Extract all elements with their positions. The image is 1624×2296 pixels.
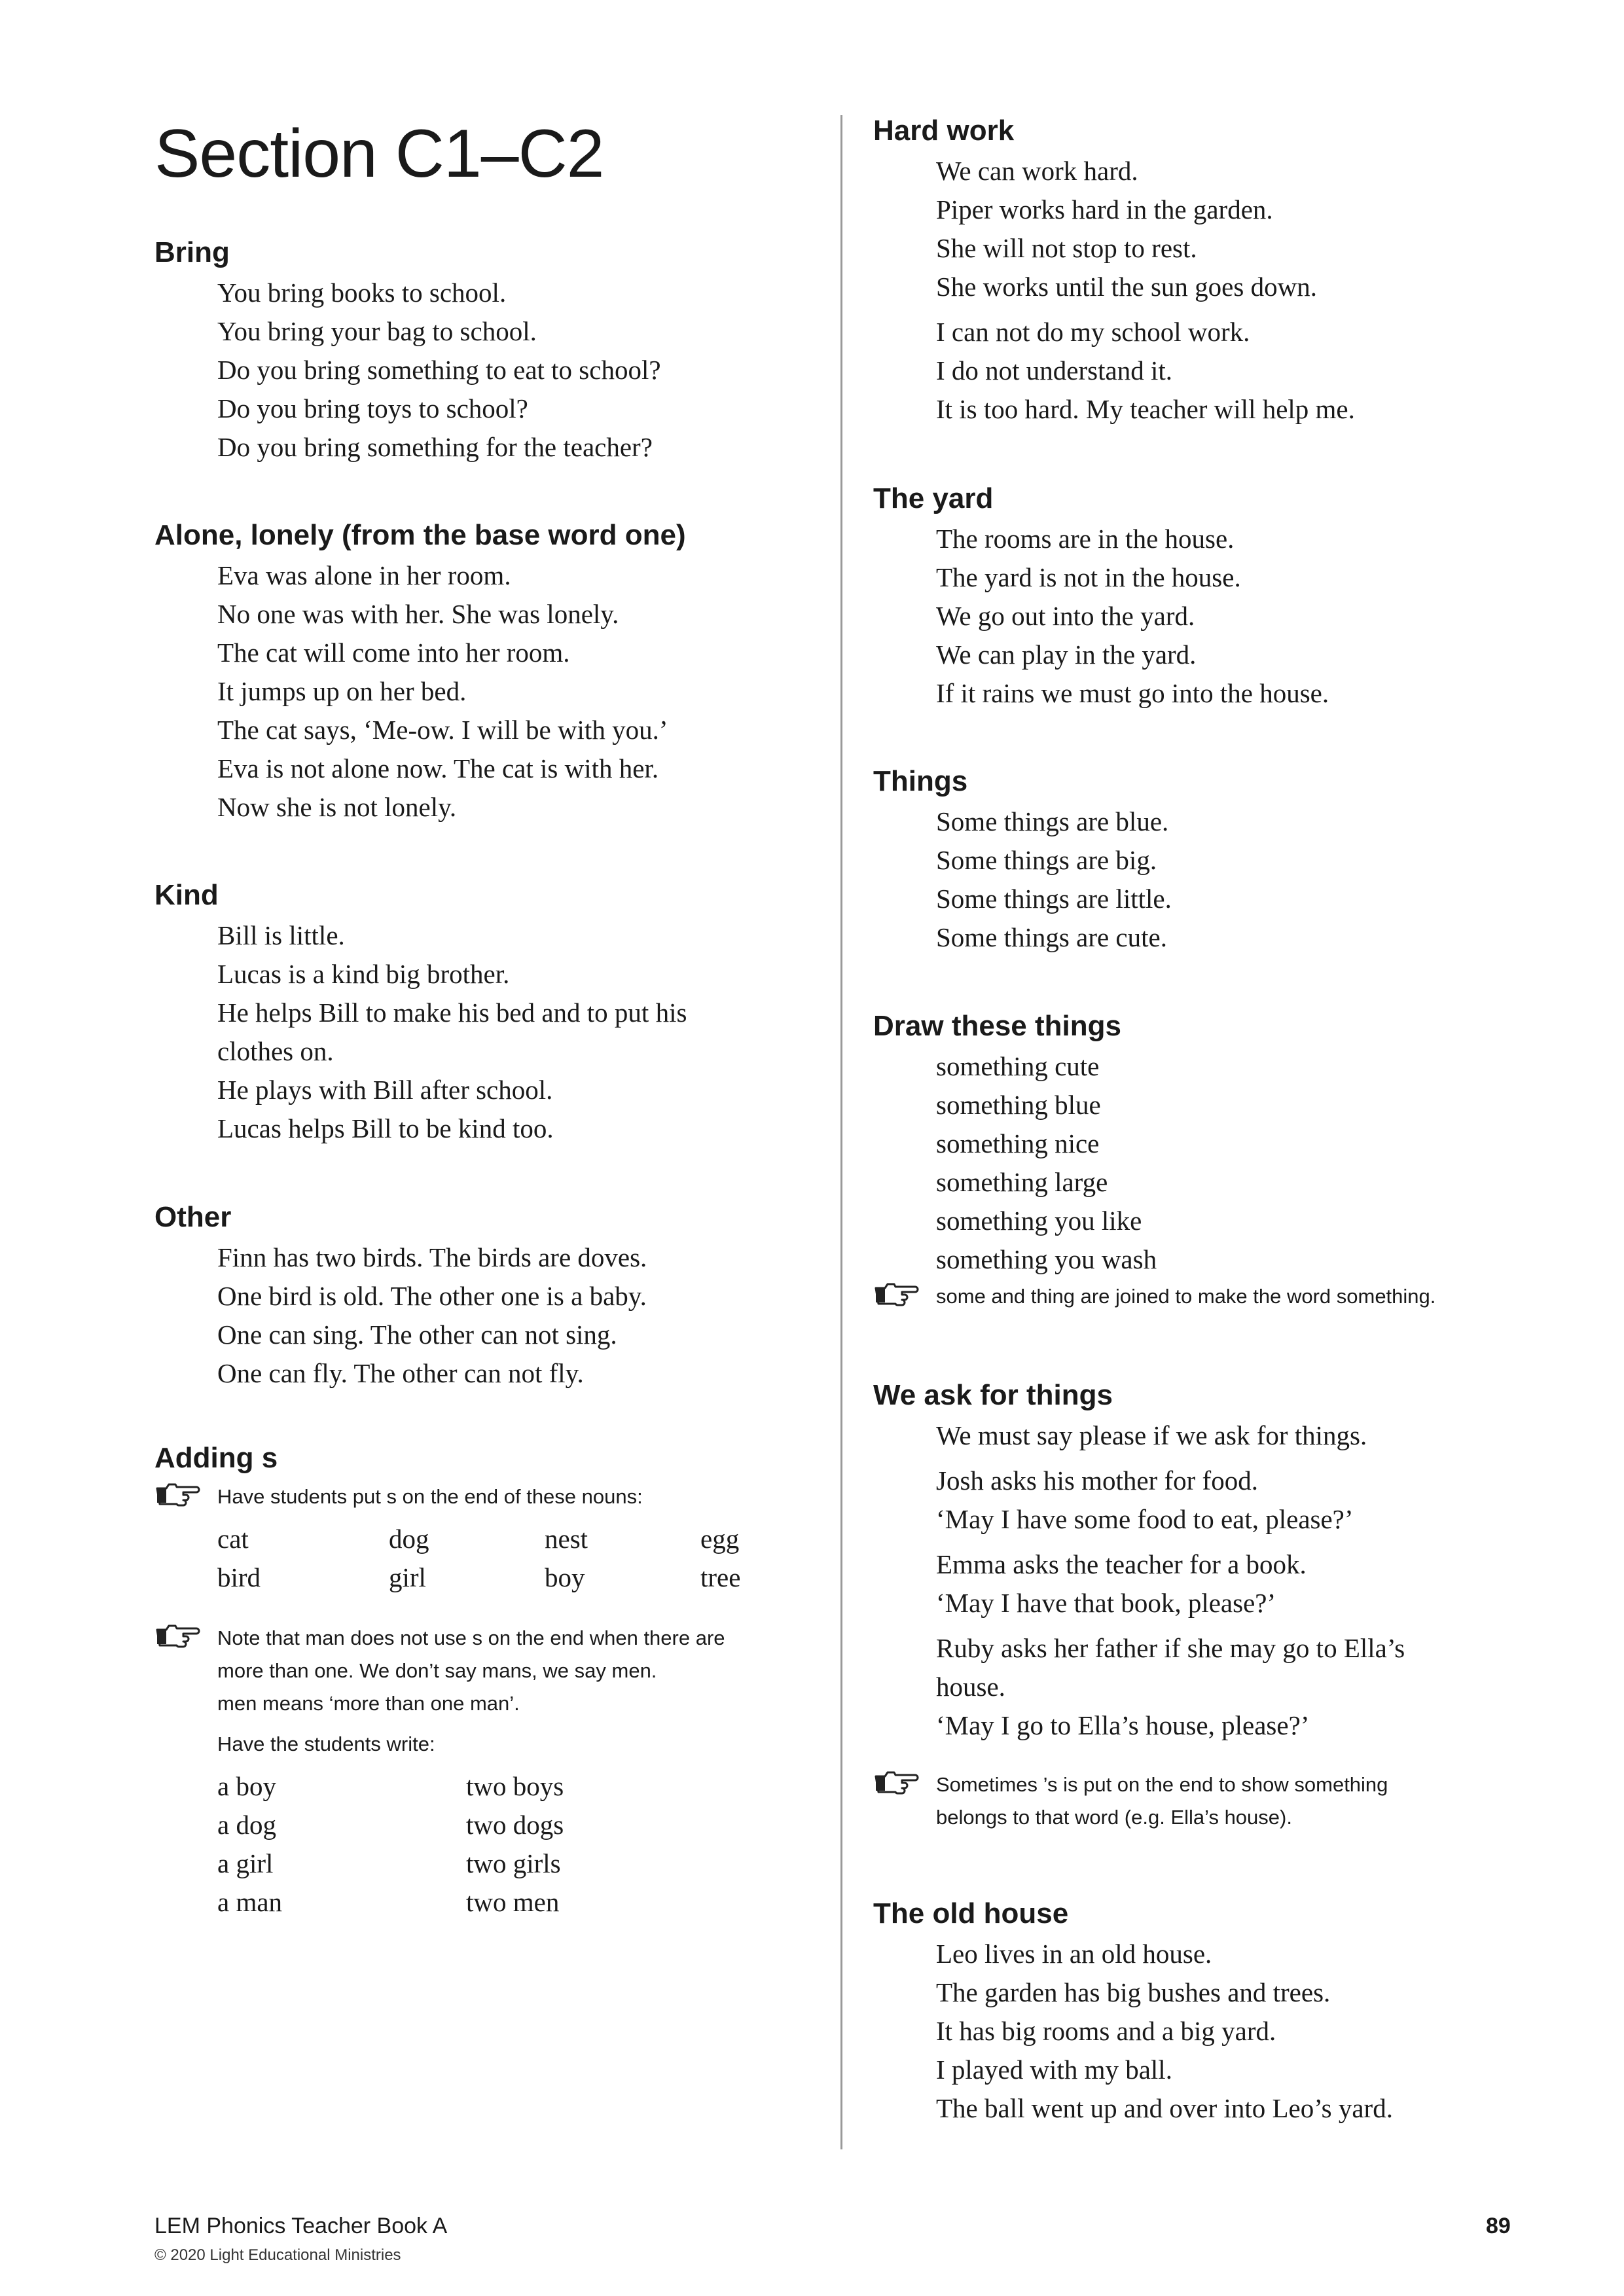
- line: Finn has two birds. The birds are doves.: [217, 1242, 647, 1272]
- line: clothes on.: [217, 1036, 334, 1066]
- line: Do you bring something to eat to school?: [217, 355, 661, 385]
- section-adding-s: [154, 1440, 809, 1922]
- line: I do not understand it.: [936, 355, 1172, 386]
- section-draw: [873, 1008, 1567, 1313]
- line: If it rains we must go into the house.: [936, 678, 1329, 708]
- section-alone: [154, 517, 686, 827]
- plural: two boys: [466, 1771, 564, 1801]
- line: He plays with Bill after school.: [217, 1075, 553, 1105]
- line: Do you bring something for the teacher?: [217, 432, 653, 462]
- noun: boy: [545, 1562, 585, 1592]
- section-ask: [873, 1377, 1567, 1834]
- line: We can work hard.: [936, 156, 1138, 186]
- line: Now she is not lonely.: [217, 792, 457, 822]
- line: It jumps up on her bed.: [217, 676, 467, 706]
- heading-things: Things: [873, 765, 968, 797]
- line: I played with my ball.: [936, 2054, 1172, 2085]
- heading-adding-s: Adding s: [154, 1442, 278, 1474]
- line: something cute: [936, 1051, 1100, 1081]
- line: Some things are little.: [936, 884, 1172, 914]
- line: something large: [936, 1167, 1108, 1197]
- line: house.: [936, 1672, 1005, 1702]
- footer-copyright: © 2020 Light Educational Ministries: [154, 2246, 401, 2264]
- note-text: more than one. We don’t say mans, we say men.: [217, 1659, 657, 1682]
- line: You bring your bag to school.: [217, 316, 537, 346]
- heading-old-house: The old house: [873, 1897, 1069, 1929]
- note-text: men means ‘more than one man’.: [217, 1692, 520, 1715]
- teacher-note: [154, 1622, 809, 1761]
- section-other: [154, 1199, 647, 1393]
- heading-ask: We ask for things: [873, 1379, 1113, 1411]
- line: Eva is not alone now. The cat is with her.: [217, 753, 659, 783]
- section-yard: [873, 480, 1329, 713]
- line: We go out into the yard.: [936, 601, 1195, 631]
- line: Josh asks his mother for food.: [936, 1465, 1258, 1496]
- noun: egg: [700, 1524, 740, 1554]
- line: ‘May I have some food to eat, please?’: [936, 1504, 1354, 1534]
- line: Ruby asks her father if she may go to Ella’s: [936, 1633, 1405, 1663]
- noun: cat: [217, 1524, 249, 1554]
- line: Emma asks the teacher for a book.: [936, 1549, 1307, 1579]
- line: something you like: [936, 1206, 1142, 1236]
- line: Do you bring toys to school?: [217, 393, 528, 423]
- note-text: Have the students write:: [217, 1732, 435, 1755]
- section-kind: [154, 877, 687, 1148]
- line: something you wash: [936, 1244, 1157, 1274]
- singular: a dog: [217, 1810, 276, 1840]
- line: One bird is old. The other one is a baby.: [217, 1281, 647, 1311]
- singular: a girl: [217, 1848, 274, 1878]
- noun: dog: [389, 1524, 429, 1554]
- heading-draw: Draw these things: [873, 1010, 1121, 1042]
- line: Eva was alone in her room.: [217, 560, 511, 590]
- line: Some things are cute.: [936, 922, 1167, 952]
- line: No one was with her. She was lonely.: [217, 599, 619, 629]
- line: The rooms are in the house.: [936, 524, 1235, 554]
- heading-yard: The yard: [873, 482, 994, 514]
- plural: two men: [466, 1887, 560, 1917]
- line: The cat will come into her room.: [217, 637, 570, 668]
- line: Lucas helps Bill to be kind too.: [217, 1113, 554, 1143]
- heading-bring: Bring: [154, 236, 230, 268]
- line: Some things are blue.: [936, 806, 1169, 836]
- section-hard-work: [873, 113, 1355, 429]
- heading-other: Other: [154, 1201, 232, 1233]
- line: Some things are big.: [936, 845, 1157, 875]
- line: You bring books to school.: [217, 278, 507, 308]
- teacher-note: [873, 1768, 1567, 1834]
- noun-grid: [217, 1520, 809, 1597]
- line: something nice: [936, 1128, 1100, 1158]
- noun: tree: [700, 1562, 741, 1592]
- line: She will not stop to rest.: [936, 233, 1197, 263]
- line: Leo lives in an old house.: [936, 1939, 1212, 1969]
- pointing-hand-icon: [154, 1480, 202, 1507]
- pointing-hand-icon: [154, 1622, 202, 1648]
- pointing-hand-icon: [873, 1768, 920, 1795]
- column-divider: [840, 115, 842, 2149]
- singular: a boy: [217, 1771, 276, 1801]
- section-bring: [154, 234, 661, 467]
- line: It has big rooms and a big yard.: [936, 2016, 1276, 2046]
- note-text: Note that man does not use s on the end when there are: [217, 1626, 725, 1649]
- line: The cat says, ‘Me-ow. I will be with you.’: [217, 715, 668, 745]
- line: The garden has big bushes and trees.: [936, 1977, 1331, 2007]
- footer-book-title: LEM Phonics Teacher Book A: [154, 2214, 448, 2238]
- singular: a man: [217, 1887, 283, 1917]
- line: She works until the sun goes down.: [936, 272, 1317, 302]
- noun: nest: [545, 1524, 588, 1554]
- line: He helps Bill to make his bed and to put his: [217, 997, 687, 1028]
- line: Lucas is a kind big brother.: [217, 959, 510, 989]
- line: The ball went up and over into Leo’s yard.: [936, 2093, 1393, 2123]
- plural: two dogs: [466, 1810, 564, 1840]
- page-number: 89: [1486, 2214, 1511, 2238]
- line: ‘May I go to Ella’s house, please?’: [936, 1710, 1310, 1740]
- noun: bird: [217, 1562, 261, 1592]
- section-old-house: [873, 1895, 1393, 2128]
- teacher-note: [154, 1480, 809, 1513]
- line: We can play in the yard.: [936, 639, 1197, 670]
- plural: two girls: [466, 1848, 561, 1878]
- line: something blue: [936, 1090, 1101, 1120]
- heading-alone: Alone, lonely (from the base word one): [154, 519, 686, 551]
- line: One can fly. The other can not fly.: [217, 1358, 584, 1388]
- pointing-hand-icon: [873, 1280, 920, 1306]
- line: We must say please if we ask for things.: [936, 1420, 1367, 1450]
- line: ‘May I have that book, please?’: [936, 1588, 1276, 1618]
- note-text: belongs to that word (e.g. Ella’s house).: [936, 1806, 1292, 1829]
- heading-kind: Kind: [154, 879, 219, 911]
- heading-hard-work: Hard work: [873, 115, 1015, 147]
- plural-pairs: [217, 1767, 809, 1922]
- line: One can sing. The other can not sing.: [217, 1319, 617, 1350]
- note-text: some and thing are joined to make the word something.: [936, 1285, 1436, 1308]
- line: The yard is not in the house.: [936, 562, 1241, 592]
- page-title: Section C1–C2: [154, 116, 604, 192]
- line: It is too hard. My teacher will help me.: [936, 394, 1355, 424]
- line: Piper works hard in the garden.: [936, 194, 1273, 224]
- line: I can not do my school work.: [936, 317, 1250, 347]
- note-text: Sometimes ’s is put on the end to show something: [936, 1773, 1388, 1796]
- line: Bill is little.: [217, 920, 345, 950]
- teacher-note: [873, 1280, 1567, 1313]
- section-things: [873, 763, 1172, 957]
- noun: girl: [389, 1562, 426, 1592]
- note-text: Have students put s on the end of these nouns:: [217, 1485, 643, 1508]
